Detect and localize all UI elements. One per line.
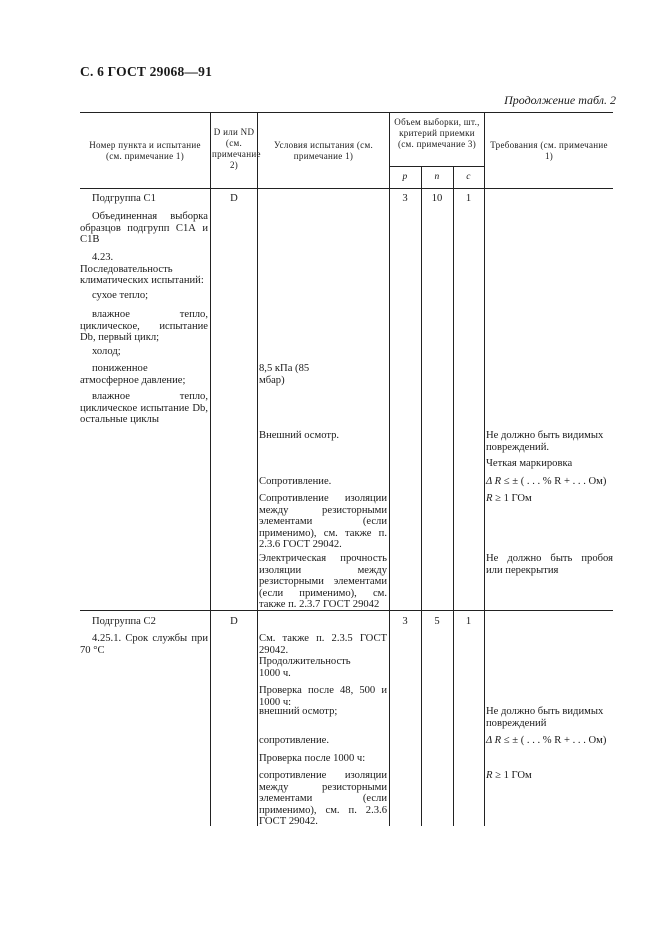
- c1-dielectric-strength: Электрическая прочность изоляции между резисторными элементами (если применимо), см. также п. 2.3.7 ГОСТ 29042: [259, 553, 387, 611]
- header-sample: Объем выборки, шт., критерий приемки (см. примечание 3): [394, 117, 480, 149]
- c1-req-insulation-symbol: R: [486, 493, 493, 504]
- c1-req-insulation: [486, 493, 613, 505]
- c1-damp-heat-first: влажное тепло, циклическое, испытание Db, первый цикл;: [80, 309, 208, 344]
- c1-resistance: Сопротивление.: [259, 476, 332, 487]
- col-divider-4: [484, 112, 485, 826]
- subgroup-c2-d: D: [230, 616, 238, 627]
- c2-check-after: Проверка после 48, 500 и 1000 ч:: [259, 685, 387, 708]
- c2-req-insulation-symbol: R: [486, 770, 493, 781]
- subgroup-c2-c: 1: [465, 616, 472, 627]
- c2-item-4-25-1: 4.25.1. Срок службы при 70 °С: [80, 633, 208, 656]
- subgroup-c1-c: 1: [465, 193, 472, 204]
- c2-insulation-resistance: сопротивление изоляции между резисторными элементами (если применимо), см. п. 2.3.6 ГОСТ 29042.: [259, 770, 387, 828]
- col-divider-2: [257, 112, 258, 826]
- c1-req-delta-r-symbol: Δ R: [486, 476, 502, 487]
- sample-subheader-rule: [389, 166, 484, 167]
- c1-req-insulation-text: ≥ 1 ГОм: [492, 493, 532, 504]
- c2-req-delta-r: [486, 735, 613, 747]
- c2-resistance: сопротивление.: [259, 735, 329, 746]
- c1-cold: холод;: [92, 346, 121, 357]
- col-divider-3: [389, 112, 390, 826]
- c1-low-pressure: пониженное атмосферное давление;: [80, 363, 186, 386]
- c2-req-insulation: [486, 770, 613, 782]
- header-c: c: [466, 172, 471, 182]
- header-p: p: [402, 172, 408, 182]
- header-requirements: Требования (см. примечание 1): [490, 140, 608, 161]
- subgroup-c1-d: D: [230, 193, 238, 204]
- subgroup-c1-p: 3: [402, 193, 408, 204]
- table-top-rule: [80, 112, 613, 113]
- c2-duration: Продолжительность 1000 ч.: [259, 656, 351, 679]
- c1-item-4-23: 4.23. Последовательность климатических испытаний:: [80, 252, 204, 287]
- c2-req-delta-r-symbol: Δ R: [486, 735, 502, 746]
- c1-req-no-damage: Не должно быть видимых повреждений.: [486, 430, 604, 453]
- c1-visual-inspection: Внешний осмотр.: [259, 430, 340, 441]
- subgroup-c1-n: 10: [431, 193, 443, 204]
- c1-req-delta-r-text: ≤ ± ( . . . % R + . . . Ом): [501, 476, 607, 487]
- c1-pressure-value: 8,5 кПа (85 мбар): [259, 363, 310, 386]
- c1-damp-heat-rest: влажное тепло, циклическое испытание Db, остальные циклы: [80, 391, 208, 426]
- c1-dry-heat: сухое тепло;: [92, 290, 149, 301]
- col-divider-n: [453, 166, 454, 826]
- col-divider-p: [421, 166, 422, 826]
- c2-req-no-damage: Не должно быть видимых повреждений: [486, 706, 604, 729]
- subgroup-c2-title: Подгруппа С2: [92, 616, 156, 627]
- subgroup-c2-n: 5: [434, 616, 440, 627]
- c2-req-delta-r-text: ≤ ± ( . . . % R + . . . Ом): [501, 735, 607, 746]
- header-bottom-rule: [80, 188, 613, 189]
- header-item: Номер пункта и испытание (см. примечание 1): [89, 140, 201, 161]
- header-conditions: Условия испытания (см. примечание 1): [273, 140, 373, 161]
- c2-check-1000: Проверка после 1000 ч:: [259, 753, 366, 764]
- c2-visual-inspection: внешний осмотр;: [259, 706, 338, 717]
- c1-req-breakdown: Не должно быть пробоя или перекрытия: [486, 553, 613, 576]
- c1-req-marking: Четкая маркировка: [486, 458, 573, 469]
- c1-combined-sample: Объединенная выборка образцов подгрупп С1А и С1В: [80, 211, 208, 246]
- c1-insulation-resistance: Сопротивление изоляции между резисторными элементами (если применимо), см. также п. 2.3.6 ГОСТ 29042.: [259, 493, 387, 551]
- page-header: С. 6 ГОСТ 29068—91: [80, 64, 213, 79]
- c1-req-delta-r: [486, 476, 613, 488]
- table-continuation-label: Продолжение табл. 2: [504, 93, 616, 107]
- c2-req-insulation-text: ≥ 1 ГОм: [492, 770, 532, 781]
- subgroup-c1-title: Подгруппа С1: [92, 193, 156, 204]
- subgroup-c2-p: 3: [402, 616, 408, 627]
- header-d-nd: D или ND (см. примечание 2): [212, 127, 261, 170]
- c2-see-also: См. также п. 2.3.5 ГОСТ 29042.: [259, 633, 387, 656]
- col-divider-1: [210, 112, 211, 826]
- header-n: n: [434, 172, 440, 182]
